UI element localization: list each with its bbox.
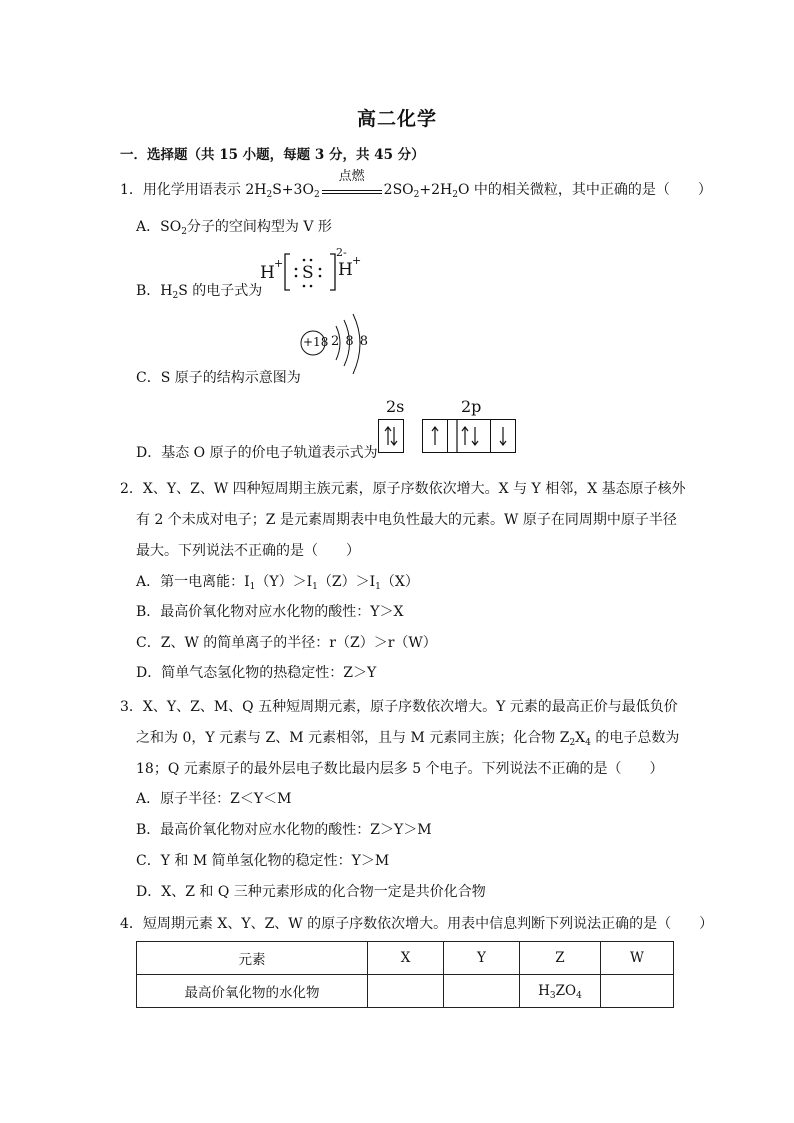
table-cell: [520, 975, 601, 1008]
q3-stem-line2: [136, 728, 679, 748]
q2-option-a-4: （X）: [380, 574, 419, 590]
atom-structure-diagram: [298, 308, 378, 382]
reaction-condition: 点燃: [338, 169, 365, 184]
q1-eq-4: O 中的相关微粒，其中正确的是（ ）: [457, 182, 712, 198]
q1-option-d: D．基态 O 原子的价电子轨道表示式为: [136, 445, 378, 461]
sub-1: 1: [312, 582, 318, 592]
section-heading: 一．选择题（共 15 小题，每题 3 分，共 45 分）: [120, 147, 425, 163]
q1-eq-3: +2H: [419, 182, 453, 198]
ion-charge: 2-: [336, 246, 347, 259]
q1-option-a: [136, 217, 332, 237]
sub-2: 2: [452, 190, 458, 200]
table-header-cell: 元素: [137, 942, 368, 975]
sub-2: 2: [569, 738, 576, 748]
q3-stem-line1: 3．X、Y、Z、M、Q 五种短周期元素，原子序数依次增大。Y 元素的最高正价与最低负价: [120, 699, 678, 715]
q3-stem-line2-mid: X: [575, 730, 586, 746]
sub-2: 2: [266, 190, 273, 200]
q1-stem: [120, 169, 712, 200]
orbital-cell: [491, 420, 515, 452]
q1-eq-1: S+3O: [272, 182, 314, 198]
q1-stem-pre: 1．用化学用语表示 2H: [120, 182, 267, 198]
orbital-2s-box: [378, 419, 404, 453]
q2-option-a-1: A．第一电离能：I: [136, 574, 250, 590]
nucleus-label: +18: [303, 335, 329, 349]
h-left-plus: +: [274, 257, 284, 270]
table-header-cell: Y: [444, 942, 520, 975]
electron-formula-diagram: [258, 248, 368, 296]
orbital-2s-label: 2s: [386, 397, 405, 416]
q2-option-a-2: （Y）＞I: [255, 574, 313, 590]
up-arrow-icon: [423, 420, 447, 452]
sub-3: 3: [549, 991, 556, 1001]
q1-option-a-pre: A．SO: [136, 219, 182, 235]
sub-1: 1: [249, 582, 256, 592]
sub-2: 2: [313, 190, 320, 200]
h-right: H: [338, 260, 353, 280]
q3-option-b: B．最高价氧化物对应水化物的酸性：Z＞Y＞M: [136, 822, 432, 838]
q3-option-a: A．原子半径：Z＜Y＜M: [136, 791, 292, 807]
orbital-cell: [379, 420, 403, 452]
orbital-2p-label: 2p: [461, 397, 482, 416]
q1-option-b-rest: S 的电子式为: [178, 283, 263, 299]
q2-option-b: B．最高价氧化物对应水化物的酸性：Y＞X: [136, 604, 404, 620]
table-row-label: 最高价氧化物的水化物: [137, 975, 368, 1008]
q1-option-b: [136, 281, 262, 301]
q2-stem-line2: 有 2 个未成对电子；Z 是元素周期表中电负性最大的元素。W 原子在同周期中原子半径: [136, 512, 677, 528]
q3-option-c: C．Y 和 M 简单氢化物的稳定性：Y＞M: [136, 853, 390, 869]
q2-stem-line3: 最大。下列说法不正确的是（ ）: [136, 543, 360, 559]
orbital-cell: [448, 420, 491, 452]
sub-4: 4: [585, 738, 591, 748]
page-title: 高二化学: [356, 108, 437, 130]
orbital-2p-box: [422, 419, 516, 453]
q2-option-a: [136, 572, 419, 592]
shell-electrons: 2 8 8: [331, 334, 370, 349]
q2-option-a-3: （Z）＞I: [317, 574, 376, 590]
paired-arrows-icon: [379, 420, 403, 452]
paired-arrows-icon: [448, 420, 490, 452]
orbital-cell: [423, 420, 448, 452]
sub-1: 1: [375, 582, 381, 592]
z-cell-h: H: [538, 983, 550, 999]
element-info-table: [136, 941, 674, 1008]
z-cell-zo: ZO: [555, 983, 577, 999]
sub-2: 2: [413, 190, 420, 200]
h-left: H: [260, 263, 275, 283]
q1-option-b-pre: B．H: [136, 283, 173, 299]
down-arrow-icon: [491, 420, 515, 452]
table-header-cell: Z: [520, 942, 601, 975]
h-right-plus: +: [352, 254, 362, 267]
q3-stem-line2-pre: 之和为 0，Y 元素与 Z、M 元素相邻，且与 M 元素同主族；化合物 Z: [136, 730, 570, 746]
reaction-arrow: [320, 169, 384, 200]
table-header-row: [137, 942, 674, 975]
q3-stem-line3: 18；Q 元素原子的最外层电子数比最内层多 5 个电子。下列说法不正确的是（ ）: [136, 761, 664, 777]
q3-option-d: D．X、Z 和 Q 三种元素形成的化合物一定是共价化合物: [136, 884, 486, 900]
table-cell: [368, 975, 444, 1008]
table-cell: [444, 975, 520, 1008]
q1-eq-2: 2SO: [383, 182, 414, 198]
table-header-cell: W: [601, 942, 674, 975]
table-header-cell: X: [368, 942, 444, 975]
q2-stem-line1: 2．X、Y、Z、W 四种短周期主族元素，原子序数依次增大。X 与 Y 相邻，X 基态原子核外: [120, 481, 686, 497]
q2-option-d: D．简单气态氢化物的热稳定性：Z＞Y: [136, 665, 377, 681]
sub-2: 2: [181, 227, 187, 237]
sub-2: 2: [172, 291, 179, 301]
sub-4: 4: [576, 991, 582, 1001]
q1-option-a-rest: 分子的空间构型为 V 形: [186, 219, 332, 235]
q1-option-c: C．S 原子的结构示意图为: [136, 370, 301, 386]
q4-stem: 4．短周期元素 X、Y、Z、W 的原子序数依次增大。用表中信息判断下列说法正确的是（ ）: [120, 916, 714, 932]
table-row: [137, 975, 674, 1008]
sulfur-symbol: S: [302, 263, 314, 283]
table-cell: [601, 975, 674, 1008]
q3-stem-line2-post: 的电子总数为: [590, 730, 680, 746]
q2-option-c: C．Z、W 的简单离子的半径：r（Z）＞r（W）: [136, 635, 437, 651]
